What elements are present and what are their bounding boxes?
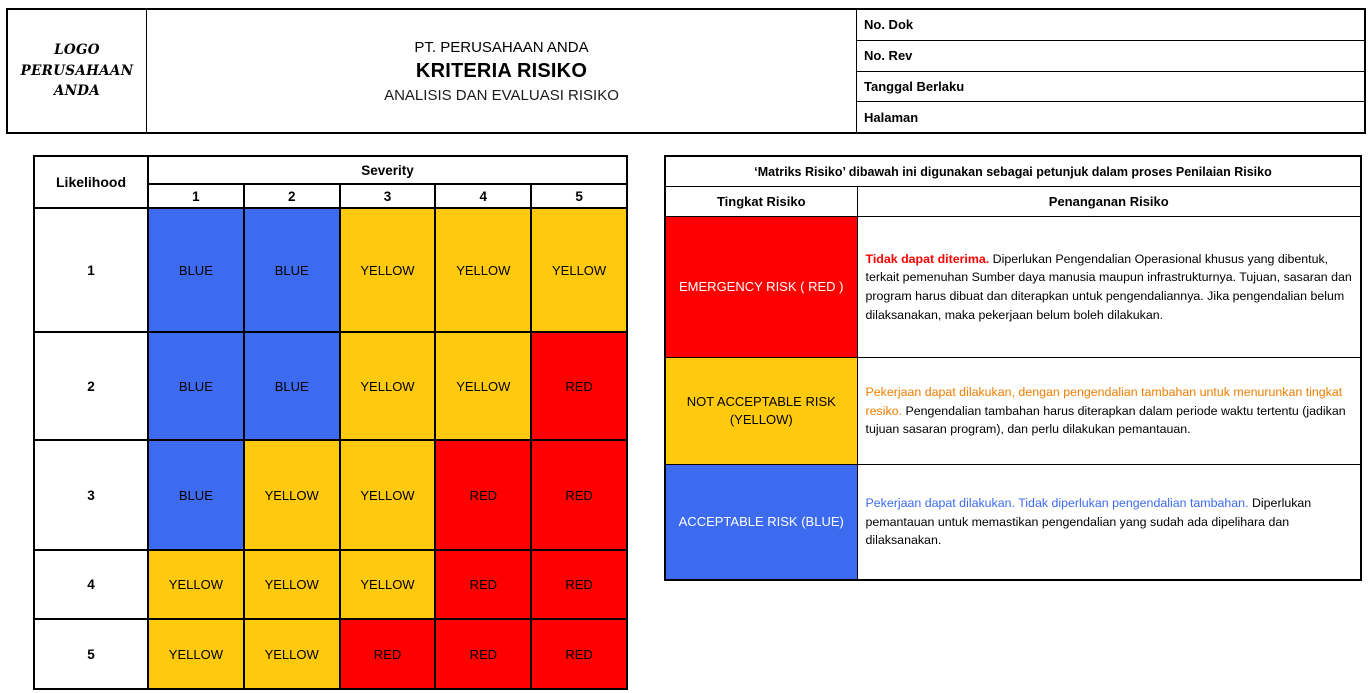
risk-lead-text: Pekerjaan dapat dilakukan. Tidak diperlukan pengendalian tambahan.: [865, 496, 1249, 511]
likelihood-level-label: 4: [34, 550, 148, 619]
guide-caption: ‘Matriks Risiko’ dibawah ini digunakan sebagai petunjuk dalam proses Penilaian Risiko: [665, 156, 1361, 187]
risk-cell: YELLOW: [531, 208, 627, 332]
risk-cell: YELLOW: [244, 440, 340, 550]
risk-cell: YELLOW: [340, 208, 436, 332]
severity-level-label: 1: [148, 184, 244, 208]
column-header-tingkat-risiko: Tingkat Risiko: [665, 187, 857, 217]
risk-lead-text: Tidak dapat diterima.: [865, 251, 990, 266]
doc-info-fields: [857, 10, 1364, 132]
likelihood-level-label: 1: [34, 208, 148, 332]
matrix-row: [34, 619, 627, 689]
logo-text-line1: LOGO PERUSAHAAN: [20, 41, 134, 79]
likelihood-level-label: 2: [34, 332, 148, 440]
guide-row-not-acceptable: [665, 358, 1361, 465]
risk-cell: YELLOW: [148, 619, 244, 689]
risk-cell: RED: [531, 619, 627, 689]
doc-field-no-dok: No. Dok: [857, 10, 1364, 41]
risk-cell: RED: [340, 619, 436, 689]
risk-level-cell: NOT ACCEPTABLE RISK (YELLOW): [665, 358, 857, 465]
risk-cell: YELLOW: [435, 208, 531, 332]
severity-header: Severity: [148, 156, 627, 184]
severity-level-label: 5: [531, 184, 627, 208]
risk-cell: YELLOW: [340, 440, 436, 550]
risk-cell: BLUE: [244, 332, 340, 440]
page-subtitle: ANALISIS DAN EVALUASI RISIKO: [384, 86, 619, 104]
matrix-header-row: [34, 156, 627, 184]
risk-cell: RED: [531, 550, 627, 619]
risk-cell: RED: [531, 332, 627, 440]
severity-level-label: 2: [244, 184, 340, 208]
risk-cell: BLUE: [148, 208, 244, 332]
risk-cell: RED: [435, 440, 531, 550]
severity-level-label: 4: [435, 184, 531, 208]
risk-matrix-table: [33, 155, 628, 690]
risk-body-text: Diperlukan Pengendalian Operasional khusus yang dibentuk, terkait pemenuhan Sumber daya manusia maupun infrastrukturnya. Tujuan, sasaran dan program harus dibuat dan diterapkan untuk pengendaliannya. Jika pengendalian belum dilaksanakan, maka pekerjaan belum boleh dilakukan.: [865, 251, 1352, 322]
risk-body-text: Diperlukan pemantauan untuk memastikan pengendalian yang sudah ada dipelihara dan dilaksanakan.: [865, 496, 1312, 548]
company-name: PT. PERUSAHAAN ANDA: [414, 38, 589, 56]
likelihood-level-label: 3: [34, 440, 148, 550]
matrix-row: [34, 208, 627, 332]
title-block: [147, 10, 857, 132]
guide-row-acceptable: [665, 465, 1361, 581]
company-logo: [8, 10, 147, 132]
matrix-row: [34, 550, 627, 619]
page-title: KRITERIA RISIKO: [415, 59, 588, 82]
matrix-row: [34, 440, 627, 550]
matrix-row: [34, 332, 627, 440]
risk-cell: RED: [435, 550, 531, 619]
risk-cell: YELLOW: [244, 550, 340, 619]
risk-level-cell: EMERGENCY RISK ( RED ): [665, 217, 857, 358]
risk-lead-text: Pekerjaan dapat dilakukan, dengan pengendalian tambahan untuk menurunkan tingkat resiko.: [865, 385, 1343, 418]
guide-header-row: [665, 187, 1361, 217]
risk-guide-table: [664, 155, 1362, 581]
risk-cell: RED: [531, 440, 627, 550]
risk-cell: YELLOW: [435, 332, 531, 440]
risk-desc-cell: [857, 217, 1361, 358]
doc-field-halaman: Halaman: [864, 109, 919, 125]
severity-level-label: 3: [340, 184, 436, 208]
risk-desc-cell: [857, 465, 1361, 581]
risk-cell: YELLOW: [244, 619, 340, 689]
risk-cell: BLUE: [148, 332, 244, 440]
document-header: [6, 8, 1366, 134]
risk-desc-cell: [857, 358, 1361, 465]
risk-cell: BLUE: [148, 440, 244, 550]
logo-text-line2: ANDA: [53, 83, 101, 100]
guide-row-emergency: [665, 217, 1361, 358]
risk-body-text: Pengendalian tambahan harus diterapkan dalam periode waktu tertentu (jadikan tujuan sasaran program), dan perlu dilakukan pemantauan.: [865, 403, 1346, 437]
doc-field-tanggal-berlaku: Tanggal Berlaku: [857, 72, 1364, 103]
column-header-penanganan-risiko: Penanganan Risiko: [857, 187, 1361, 217]
risk-cell: YELLOW: [148, 550, 244, 619]
risk-cell: RED: [435, 619, 531, 689]
guide-caption-row: [665, 156, 1361, 187]
doc-field-no-rev: No. Rev: [857, 41, 1364, 72]
likelihood-level-label: 5: [34, 619, 148, 689]
likelihood-header: Likelihood: [34, 156, 148, 208]
risk-cell: BLUE: [244, 208, 340, 332]
risk-cell: YELLOW: [340, 332, 436, 440]
risk-cell: YELLOW: [340, 550, 436, 619]
risk-level-cell: ACCEPTABLE RISK (BLUE): [665, 465, 857, 581]
